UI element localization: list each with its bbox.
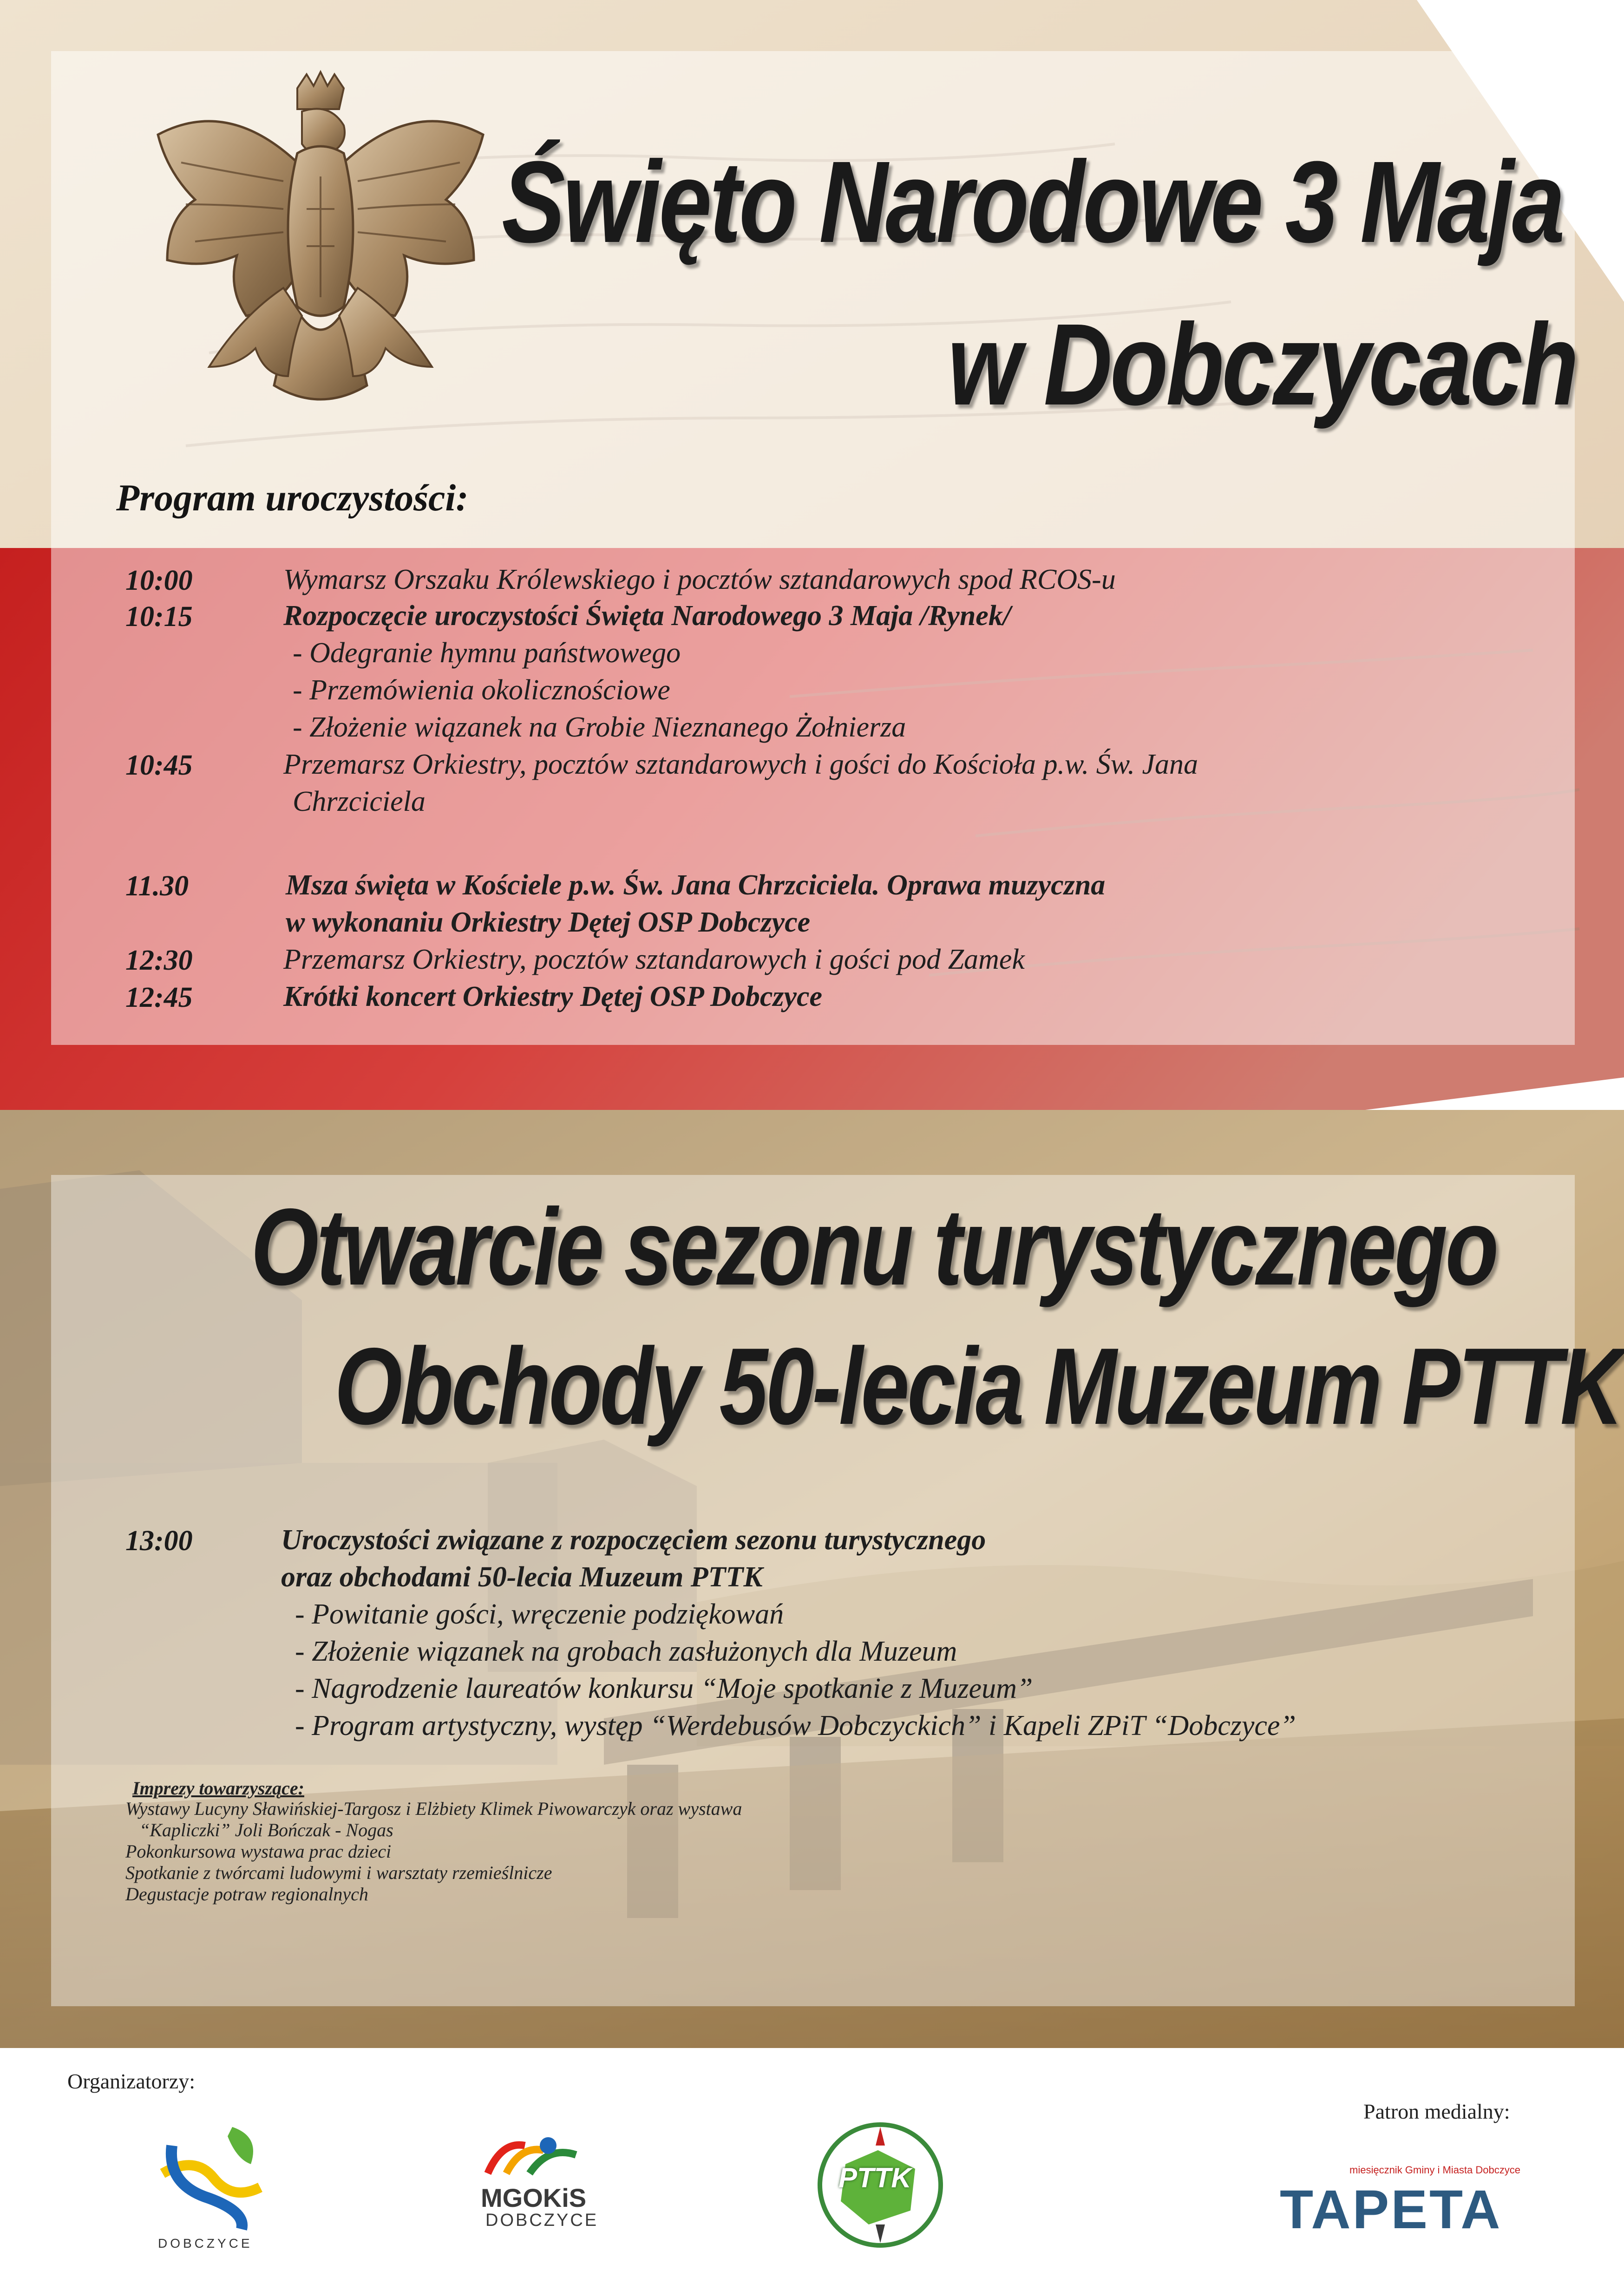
extras-line: Pokonkursowa wystawa prac dzieci [125,1841,392,1862]
season-line: Uroczystości związane z rozpoczęciem sezonu turystycznego [281,1524,986,1556]
white-eagle-emblem [144,70,497,441]
extras-line: Wystawy Lucyny Sławińskiej-Targosz i Elżbiety Klimek Piwowarczyk oraz wystawa [125,1798,742,1819]
extras-heading: Imprezy towarzyszące: [132,1778,304,1799]
program-line: Przemarsz Orkiestry, pocztów sztandarowych i gości pod Zamek [283,944,1025,975]
main-title-line2: w Dobczycach [948,300,1577,429]
program-time-1130: 11.30 [125,870,189,902]
extras-line: Spotkanie z twórcami ludowymi i warsztaty rzemieślnicze [125,1862,552,1883]
season-title-line2: Obchody 50-lecia Muzeum PTTK [334,1325,1621,1447]
program-time-1000: 10:00 [125,565,193,596]
program-line: w wykonaniu Orkiestry Dętej OSP Dobczyce [286,907,811,938]
dobczyce-logo [144,2118,274,2238]
season-line: - Nagrodzenie laureatów konkursu “Moje spotkanie z Muzeum” [295,1673,1033,1704]
program-line: Krótki koncert Orkiestry Dętej OSP Dobczyce [283,981,823,1012]
season-line: oraz obchodami 50-lecia Muzeum PTTK [281,1561,763,1593]
program-heading: Program uroczystości: [116,476,469,519]
season-line: - Program artystyczny, występ “Werdebusów Dobczyckich” i Kapeli ZPiT “Dobczyce” [295,1710,1296,1742]
patron-label: Patron medialny: [1363,2100,1510,2123]
season-line: - Powitanie gości, wręczenie podziękowań [295,1598,784,1630]
tapeta-tagline: miesięcznik Gminy i Miasta Dobczyce [1349,2164,1520,2176]
program-time-1045: 10:45 [125,750,193,781]
program-line: Msza święta w Kościele p.w. Św. Jana Chrzciciela. Oprawa muzyczna [286,869,1106,901]
season-line: - Złożenie wiązanek na grobach zasłużonych dla Muzeum [295,1636,957,1667]
program-time-1230: 12:30 [125,945,193,976]
mgokis-logo-subtext: DOBCZYCE [485,2211,599,2230]
program-line: - Odegranie hymnu państwowego [293,637,681,669]
program-line: - Złożenie wiązanek na Grobie Nieznanego Żołnierza [293,711,906,743]
extras-line: “Kapliczki” Joli Bończak - Nogas [139,1820,393,1840]
mgokis-logo-text: MGOKiS [481,2183,587,2212]
program-line: Wymarsz Orszaku Królewskiego i pocztów sztandarowych spod RCOS-u [283,564,1116,595]
season-time: 13:00 [125,1525,193,1557]
program-time-1245: 12:45 [125,982,193,1013]
tapeta-logo: TAPETA [1280,2179,1502,2240]
program-line: - Przemówienia okolicznościowe [293,674,670,706]
main-title-line1: Święto Narodowe 3 Maja [502,137,1563,267]
season-title-line1: Otwarcie sezonu turystycznego [251,1186,1497,1308]
extras-line: Degustacje potraw regionalnych [125,1884,368,1905]
program-line: Chrzciciela [293,786,426,817]
organizers-label: Organizatorzy: [67,2069,196,2093]
mgokis-logo [478,2132,599,2183]
pttk-logo-text: PTTK [838,2162,911,2193]
program-time-1015: 10:15 [125,601,193,633]
program-line: Przemarsz Orkiestry, pocztów sztandarowych i gości do Kościoła p.w. Św. Jana [283,749,1198,780]
dobczyce-logo-text: DOBCZYCE [158,2236,253,2250]
program-line: Rozpoczęcie uroczystości Święta Narodowego 3 Maja /Rynek/ [283,600,1011,632]
